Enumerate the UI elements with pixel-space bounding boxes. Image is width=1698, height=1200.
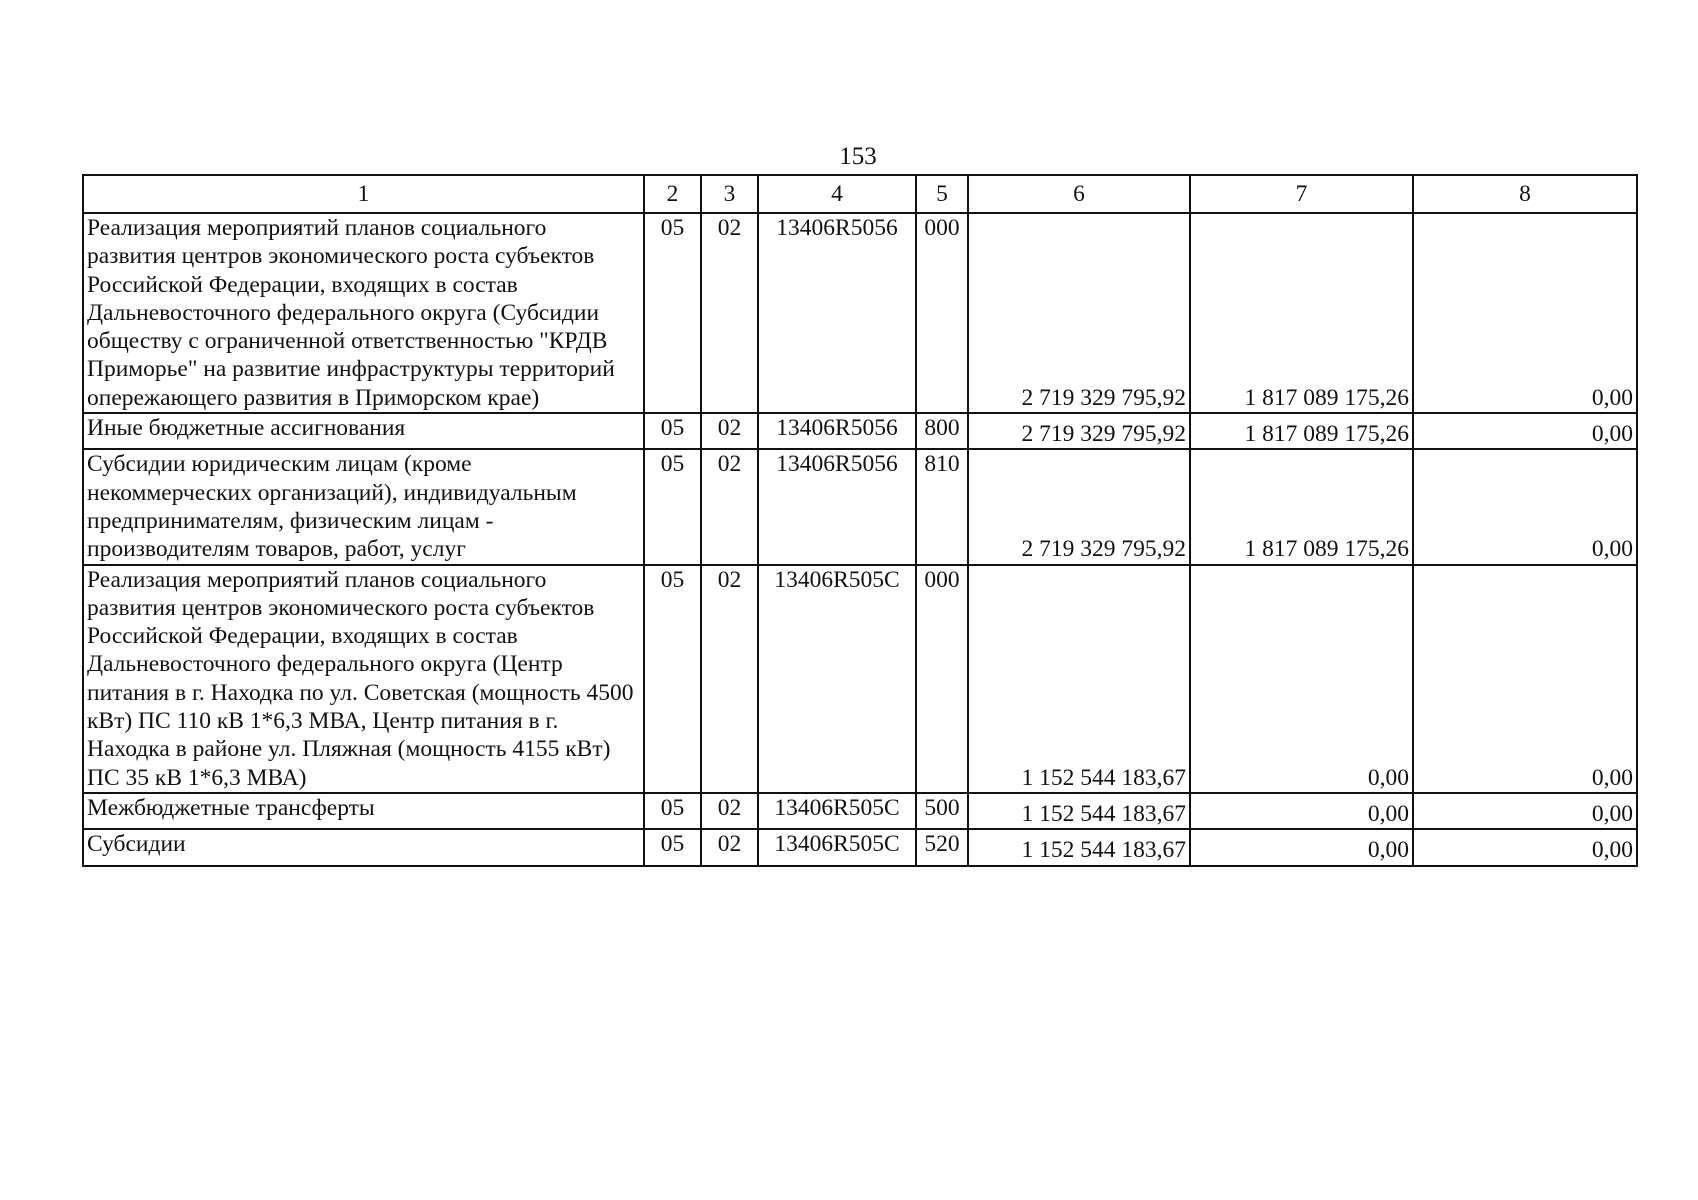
amount-col-8-cell: 0,00 [1413, 793, 1637, 829]
amount-col-7-cell: 1 817 089 175,26 [1190, 413, 1413, 449]
amount-col-7-cell: 0,00 [1190, 829, 1413, 865]
amount-col-6-cell: 1 152 544 183,67 [968, 565, 1190, 793]
budget-table [82, 174, 1638, 867]
table-row [83, 793, 1637, 829]
section-cell: 05 [644, 213, 701, 413]
target-article-cell: 13406R505С [758, 829, 916, 865]
section-cell: 05 [644, 449, 701, 564]
table-row [83, 565, 1637, 793]
expense-type-cell: 520 [916, 829, 968, 865]
amount-col-8-cell: 0,00 [1413, 413, 1637, 449]
amount-col-8-cell: 0,00 [1413, 565, 1637, 793]
column-header: 5 [916, 175, 968, 213]
target-article-cell: 13406R5056 [758, 413, 916, 449]
column-header: 8 [1413, 175, 1637, 213]
expense-type-cell: 500 [916, 793, 968, 829]
section-cell: 05 [644, 793, 701, 829]
column-header: 3 [701, 175, 758, 213]
amount-col-8-cell: 0,00 [1413, 449, 1637, 564]
subsection-cell: 02 [701, 793, 758, 829]
table-row [83, 829, 1637, 865]
amount-col-6-cell: 2 719 329 795,92 [968, 449, 1190, 564]
table-row [83, 449, 1637, 564]
expense-name-cell: Реализация мероприятий планов социального развития центров экономического роста субъектов Российской Федерации, входящих в состав Дальневосточного федерального округа (Субсидии обществу с ограниченной ответственностью "КРДВ Приморье" на развитие инфраструктуры территорий опережающего развития в Приморском крае) [83, 213, 644, 413]
expense-type-cell: 000 [916, 213, 968, 413]
target-article-cell: 13406R5056 [758, 449, 916, 564]
amount-col-6-cell: 2 719 329 795,92 [968, 413, 1190, 449]
target-article-cell: 13406R505С [758, 793, 916, 829]
amount-col-7-cell: 0,00 [1190, 565, 1413, 793]
subsection-cell: 02 [701, 829, 758, 865]
amount-col-8-cell: 0,00 [1413, 829, 1637, 865]
amount-col-8-cell: 0,00 [1413, 213, 1637, 413]
column-header: 7 [1190, 175, 1413, 213]
expense-name-cell: Субсидии юридическим лицам (кроме некоммерческих организаций), индивидуальным предпринимателям, физическим лицам - производителям товаров, работ, услуг [83, 449, 644, 564]
expense-name-cell: Иные бюджетные ассигнования [83, 413, 644, 449]
expense-name-cell: Межбюджетные трансферты [83, 793, 644, 829]
subsection-cell: 02 [701, 449, 758, 564]
section-cell: 05 [644, 829, 701, 865]
target-article-cell: 13406R505С [758, 565, 916, 793]
expense-type-cell: 810 [916, 449, 968, 564]
amount-col-7-cell: 1 817 089 175,26 [1190, 449, 1413, 564]
column-header: 1 [83, 175, 644, 213]
expense-name-cell: Субсидии [83, 829, 644, 865]
section-cell: 05 [644, 413, 701, 449]
subsection-cell: 02 [701, 213, 758, 413]
expense-type-cell: 800 [916, 413, 968, 449]
amount-col-7-cell: 0,00 [1190, 793, 1413, 829]
subsection-cell: 02 [701, 413, 758, 449]
column-header: 6 [968, 175, 1190, 213]
amount-col-7-cell: 1 817 089 175,26 [1190, 213, 1413, 413]
amount-col-6-cell: 1 152 544 183,67 [968, 829, 1190, 865]
amount-col-6-cell: 1 152 544 183,67 [968, 793, 1190, 829]
subsection-cell: 02 [701, 565, 758, 793]
target-article-cell: 13406R5056 [758, 213, 916, 413]
column-header: 2 [644, 175, 701, 213]
page-number: 153 [839, 143, 877, 170]
amount-col-6-cell: 2 719 329 795,92 [968, 213, 1190, 413]
table-row [83, 413, 1637, 449]
expense-type-cell: 000 [916, 565, 968, 793]
table-row [83, 213, 1637, 413]
section-cell: 05 [644, 565, 701, 793]
header-row [83, 175, 1637, 213]
expense-name-cell: Реализация мероприятий планов социального развития центров экономического роста субъектов Российской Федерации, входящих в состав Дальневосточного федерального округа (Центр питания в г. Находка по ул. Советская (мощность 4500 кВт) ПС 110 кВ 1*6,3 МВА, Центр питания в г. Находка в районе ул. Пляжная (мощность 4155 кВт) ПС 35 кВ 1*6,3 МВА) [83, 565, 644, 793]
column-header: 4 [758, 175, 916, 213]
